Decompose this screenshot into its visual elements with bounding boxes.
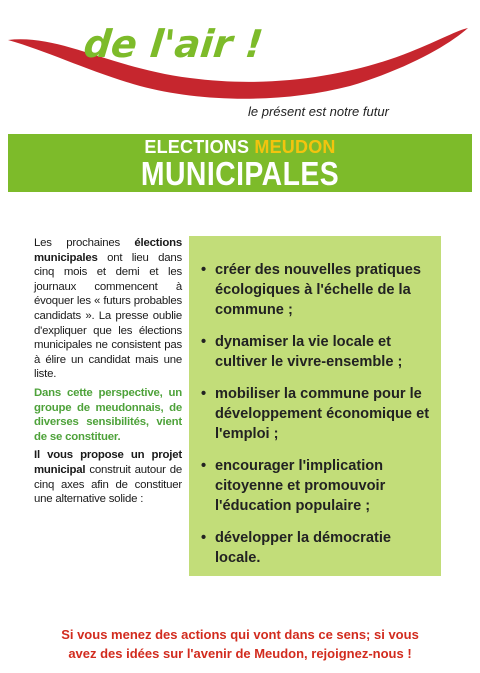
intro-p1-a: Les prochaines: [34, 237, 135, 249]
intro-p1-bold: élections municipales: [34, 237, 182, 264]
axis-item: [201, 332, 431, 372]
axis-item-text: encourager l'implication citoyenne et promouvoir l'éducation populaire ;: [215, 458, 386, 514]
banner-municipales: MUNICIPALES: [140, 155, 340, 192]
bullet: •: [201, 530, 207, 546]
axis-item: [201, 260, 431, 320]
logo-header: [0, 0, 480, 130]
bullet: •: [201, 262, 207, 278]
title-banner: [8, 134, 472, 192]
logo-text: de l'air !: [81, 22, 266, 66]
intro-paragraph-2: Dans cette perspective, un groupe de meudonnais, de diverses sensibilités, vient de se constituer.: [34, 386, 182, 443]
axis-item-text: développer la démocratie locale.: [215, 530, 392, 566]
axis-item-text: créer des nouvelles pratiques écologiques à l'échelle de la commune ;: [215, 262, 422, 318]
intro-p3-b: construit autour de cinq axes afin de constituer une alternative solide :: [34, 463, 182, 506]
axis-item-text: mobiliser la commune pour le développement économique et l'emploi ;: [215, 386, 430, 442]
axis-item: [201, 384, 431, 444]
axis-item-text: dynamiser la vie locale et cultiver le vivre-ensemble ;: [215, 334, 403, 370]
banner-elections: ELECTIONS: [144, 137, 250, 157]
intro-paragraph-1: [34, 236, 182, 382]
bullet: •: [201, 458, 207, 474]
intro-column: [34, 236, 182, 511]
intro-paragraph-3: [34, 448, 182, 506]
bullet: •: [201, 334, 207, 350]
bullet: •: [201, 386, 207, 402]
axes-box: [189, 236, 441, 576]
intro-p3-bold: Il vous propose un projet municipal: [34, 449, 182, 476]
axes-list: [201, 260, 431, 580]
call-to-action: [0, 625, 480, 663]
banner-meudon: MEUDON: [254, 137, 336, 157]
tagline: le présent est notre futur: [248, 104, 389, 119]
intro-p1-c: ont lieu dans cinq mois et demi et les journaux commencent à évoquer les « futurs probables candidats ». La presse oublie d'expliquer que les élections municipales ne consistent pas à élire un candidat mais une liste.: [34, 251, 182, 381]
axis-item: [201, 456, 431, 516]
axis-item: [201, 528, 431, 568]
call-to-action-line1: Si vous menez des actions qui vont dans ce sens; si vous: [61, 627, 419, 642]
call-to-action-line2: avez des idées sur l'avenir de Meudon, rejoignez-nous !: [68, 646, 412, 661]
